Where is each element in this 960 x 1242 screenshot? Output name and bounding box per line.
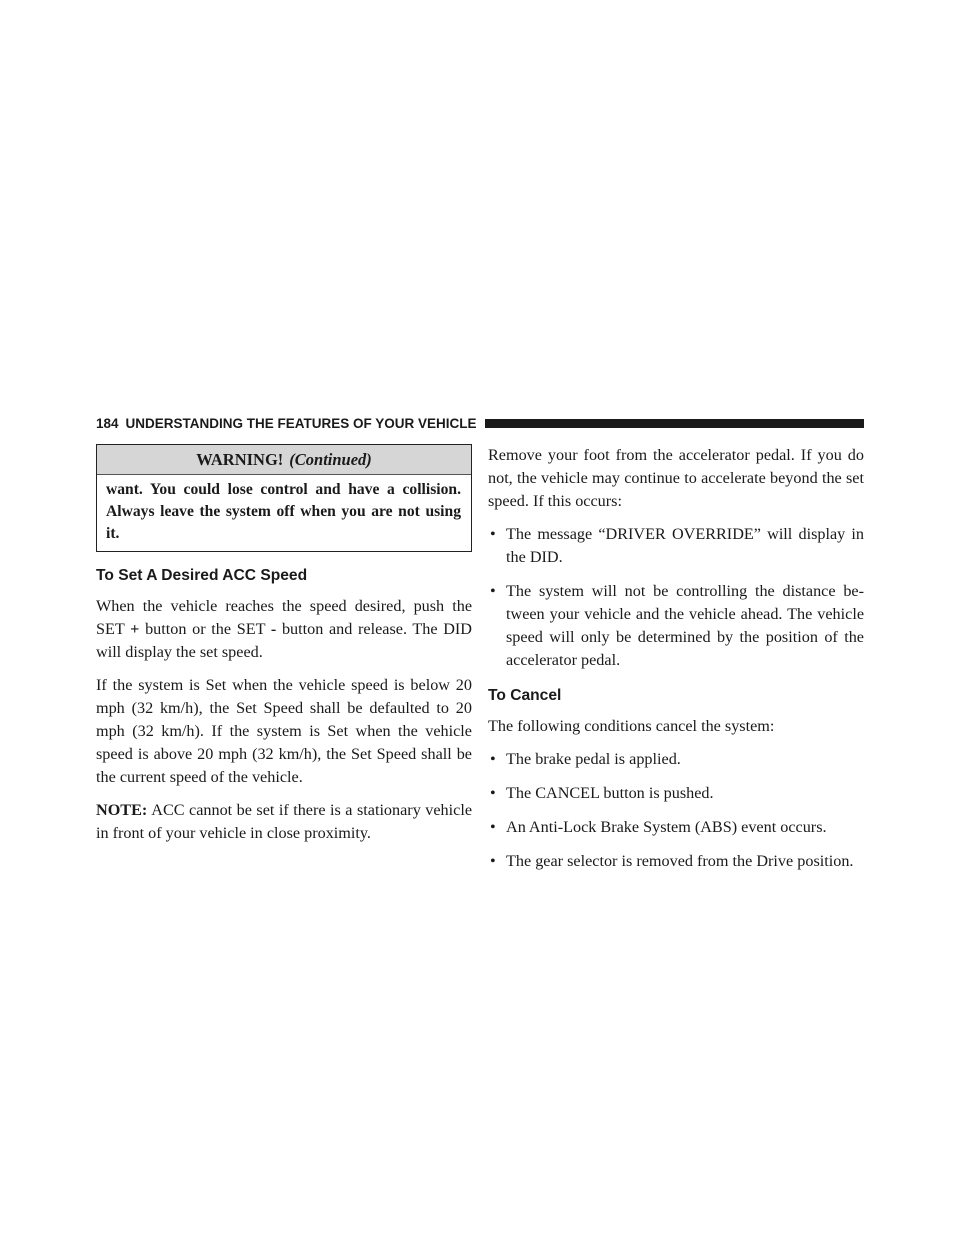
set-speed-paragraph-1 (96, 595, 472, 664)
bullet-icon: • (490, 818, 496, 836)
p1-part-c: button and release. The DID will display the set speed. (96, 620, 472, 661)
cancel-intro: The following conditions cancel the system: (488, 717, 775, 735)
warning-box (96, 444, 472, 552)
list-item: • The CANCEL button is pushed. (488, 782, 864, 805)
cancel-heading: To Cancel (488, 687, 562, 704)
list-item: • The brake pedal is applied. (488, 748, 864, 771)
note-text: ACC cannot be set if there is a stationary vehicle in front of your vehicle in close proximity. (96, 801, 472, 842)
set-speed-heading: To Set A Desired ACC Speed (96, 567, 308, 584)
warning-continued: (Continued) (289, 450, 372, 469)
p1-part-b: button or the SET (145, 620, 266, 638)
left-column (96, 444, 472, 855)
list-item: • The message “DRIVER OVERRIDE” will display in the DID. (490, 525, 864, 566)
header-rule (485, 419, 864, 428)
cancel-list (488, 748, 864, 873)
warning-body: want. You could lose control and have a collision. Always leave the system off when you are not using it. (106, 481, 461, 542)
plus-symbol: + (130, 620, 140, 638)
override-intro: Remove your foot from the accelerator pedal. If you do not, the vehicle may continue to accelerate beyond the set speed. If this occurs: (488, 446, 864, 510)
set-speed-paragraph-2: If the system is Set when the vehicle speed is below 20 mph (32 km/h), the Set Speed shall be defaulted to 20 mph (32 km/h). If the system is Set when the vehicle speed is above 20 mph (32 km/h), the Set Speed shall be the current speed of the vehicle. (96, 676, 472, 786)
section-title: UNDERSTANDING THE FEATURES OF YOUR VEHICLE (125, 415, 477, 431)
override-list (488, 523, 864, 672)
p1-part-a: When the vehicle reaches the speed desired, push the SET (96, 597, 472, 638)
list-item: • The gear selector is removed from the Drive position. (488, 850, 864, 873)
bullet-icon: • (490, 582, 496, 600)
right-column (488, 444, 864, 884)
page-header (96, 413, 864, 433)
minus-symbol: - (270, 620, 277, 638)
list-item: • The system will not be controlling the distance be- tween your vehicle and the vehicle ahead. The vehicle speed will only be determined by the position of the accelerator pedal. (490, 582, 864, 669)
list-item: • An Anti-Lock Brake System (ABS) event occurs. (488, 816, 864, 839)
note-label: NOTE: (96, 801, 148, 819)
note-paragraph (96, 799, 472, 845)
warning-label: WARNING! (196, 450, 284, 469)
bullet-icon: • (490, 525, 496, 543)
page-number: 184 (96, 415, 119, 431)
warning-title (97, 445, 471, 475)
bullet-icon: • (490, 852, 496, 870)
bullet-icon: • (490, 750, 496, 768)
bullet-icon: • (490, 784, 496, 802)
